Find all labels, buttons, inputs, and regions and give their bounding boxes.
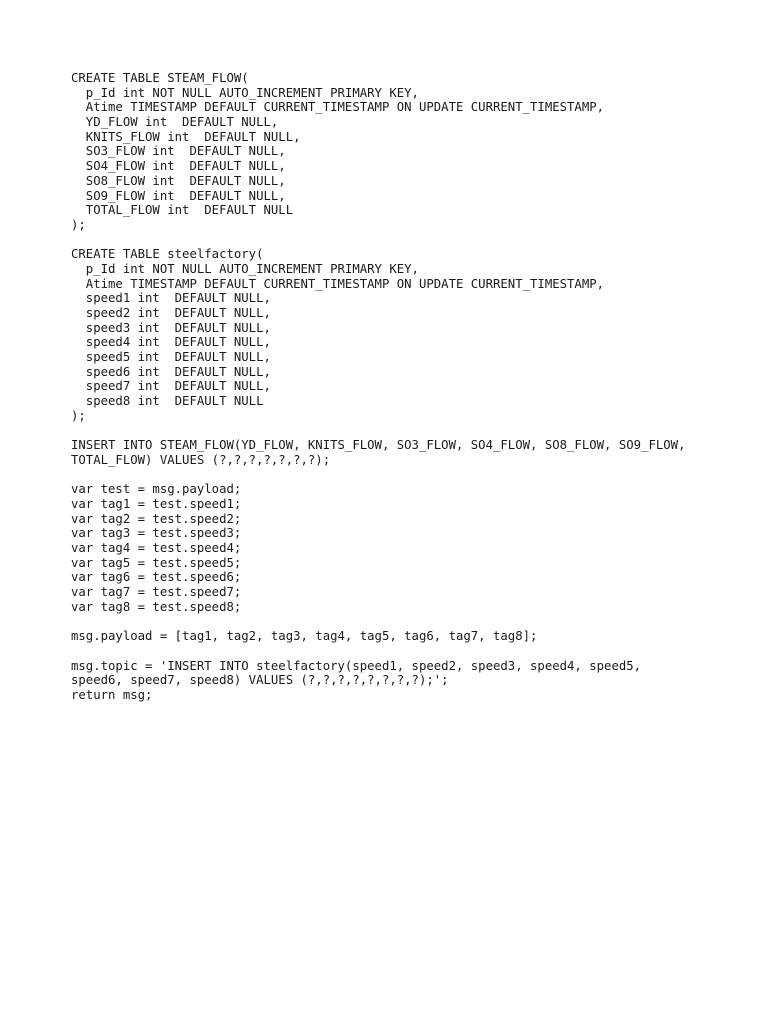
code-line: var tag4 = test.speed4; bbox=[71, 541, 242, 555]
code-line: var tag2 = test.speed2; bbox=[71, 511, 242, 526]
code-line: ); bbox=[71, 217, 86, 232]
code-line: msg.topic = 'INSERT INTO steelfactory(speed1, speed2, speed3, speed4, speed5, bbox=[71, 658, 642, 673]
code-line: SO9_FLOW int DEFAULT NULL, bbox=[71, 188, 286, 203]
code-line: speed7 int DEFAULT NULL, bbox=[71, 379, 271, 394]
code-line: var tag3 = test.speed3; bbox=[71, 526, 242, 541]
code-line: speed8 int DEFAULT NULL bbox=[71, 394, 264, 409]
code-block-create-table-steelfactory bbox=[71, 247, 731, 423]
code-line: speed6, speed7, speed8) VALUES (?,?,?,?,?,?,?,?);'; bbox=[71, 673, 449, 688]
code-line: p_Id int NOT NULL AUTO_INCREMENT PRIMARY KEY, bbox=[71, 261, 419, 276]
code-line: var tag5 = test.speed5; bbox=[71, 555, 242, 570]
code-line: speed1 int DEFAULT NULL, bbox=[71, 291, 271, 306]
code-block-payload-assignment bbox=[71, 629, 731, 644]
code-line: TOTAL_FLOW int DEFAULT NULL bbox=[71, 203, 294, 218]
code-line: speed5 int DEFAULT NULL, bbox=[71, 350, 271, 365]
code-line: var tag6 = test.speed6; bbox=[71, 570, 242, 585]
code-line: SO8_FLOW int DEFAULT NULL, bbox=[71, 173, 286, 188]
code-line: YD_FLOW int DEFAULT NULL, bbox=[71, 115, 279, 130]
code-line: p_Id int NOT NULL AUTO_INCREMENT PRIMARY KEY, bbox=[71, 85, 419, 100]
code-line: CREATE TABLE steelfactory( bbox=[71, 247, 264, 262]
code-line: SO4_FLOW int DEFAULT NULL, bbox=[71, 159, 286, 174]
code-block-var-assignments bbox=[71, 482, 731, 614]
code-line: speed4 int DEFAULT NULL, bbox=[71, 335, 271, 350]
code-block-topic-and-return bbox=[71, 659, 731, 703]
code-listing bbox=[71, 71, 731, 703]
code-line: TOTAL_FLOW) VALUES (?,?,?,?,?,?,?); bbox=[71, 452, 331, 467]
code-line: Atime TIMESTAMP DEFAULT CURRENT_TIMESTAMP ON UPDATE CURRENT_TIMESTAMP, bbox=[71, 276, 605, 291]
code-line: var tag8 = test.speed8; bbox=[71, 599, 242, 614]
code-line: CREATE TABLE STEAM_FLOW( bbox=[71, 71, 249, 85]
code-line: INSERT INTO STEAM_FLOW(YD_FLOW, KNITS_FLOW, SO3_FLOW, SO4_FLOW, SO8_FLOW, SO9_FLOW, bbox=[71, 438, 686, 453]
code-line: speed3 int DEFAULT NULL, bbox=[71, 320, 271, 335]
code-block-insert-into-steam-flow bbox=[71, 438, 731, 467]
code-line: SO3_FLOW int DEFAULT NULL, bbox=[71, 144, 286, 159]
code-line: KNITS_FLOW int DEFAULT NULL, bbox=[71, 129, 301, 144]
code-line: ); bbox=[71, 408, 86, 423]
code-line: Atime TIMESTAMP DEFAULT CURRENT_TIMESTAMP ON UPDATE CURRENT_TIMESTAMP, bbox=[71, 100, 605, 115]
code-line: var test = msg.payload; bbox=[71, 482, 242, 497]
code-line: msg.payload = [tag1, tag2, tag3, tag4, tag5, tag6, tag7, tag8]; bbox=[71, 629, 538, 644]
code-block-create-table-steam-flow bbox=[71, 71, 731, 233]
code-line: speed6 int DEFAULT NULL, bbox=[71, 364, 271, 379]
code-line: speed2 int DEFAULT NULL, bbox=[71, 306, 271, 320]
code-line: var tag1 = test.speed1; bbox=[71, 496, 242, 511]
code-line: return msg; bbox=[71, 687, 153, 702]
code-line: var tag7 = test.speed7; bbox=[71, 585, 242, 600]
